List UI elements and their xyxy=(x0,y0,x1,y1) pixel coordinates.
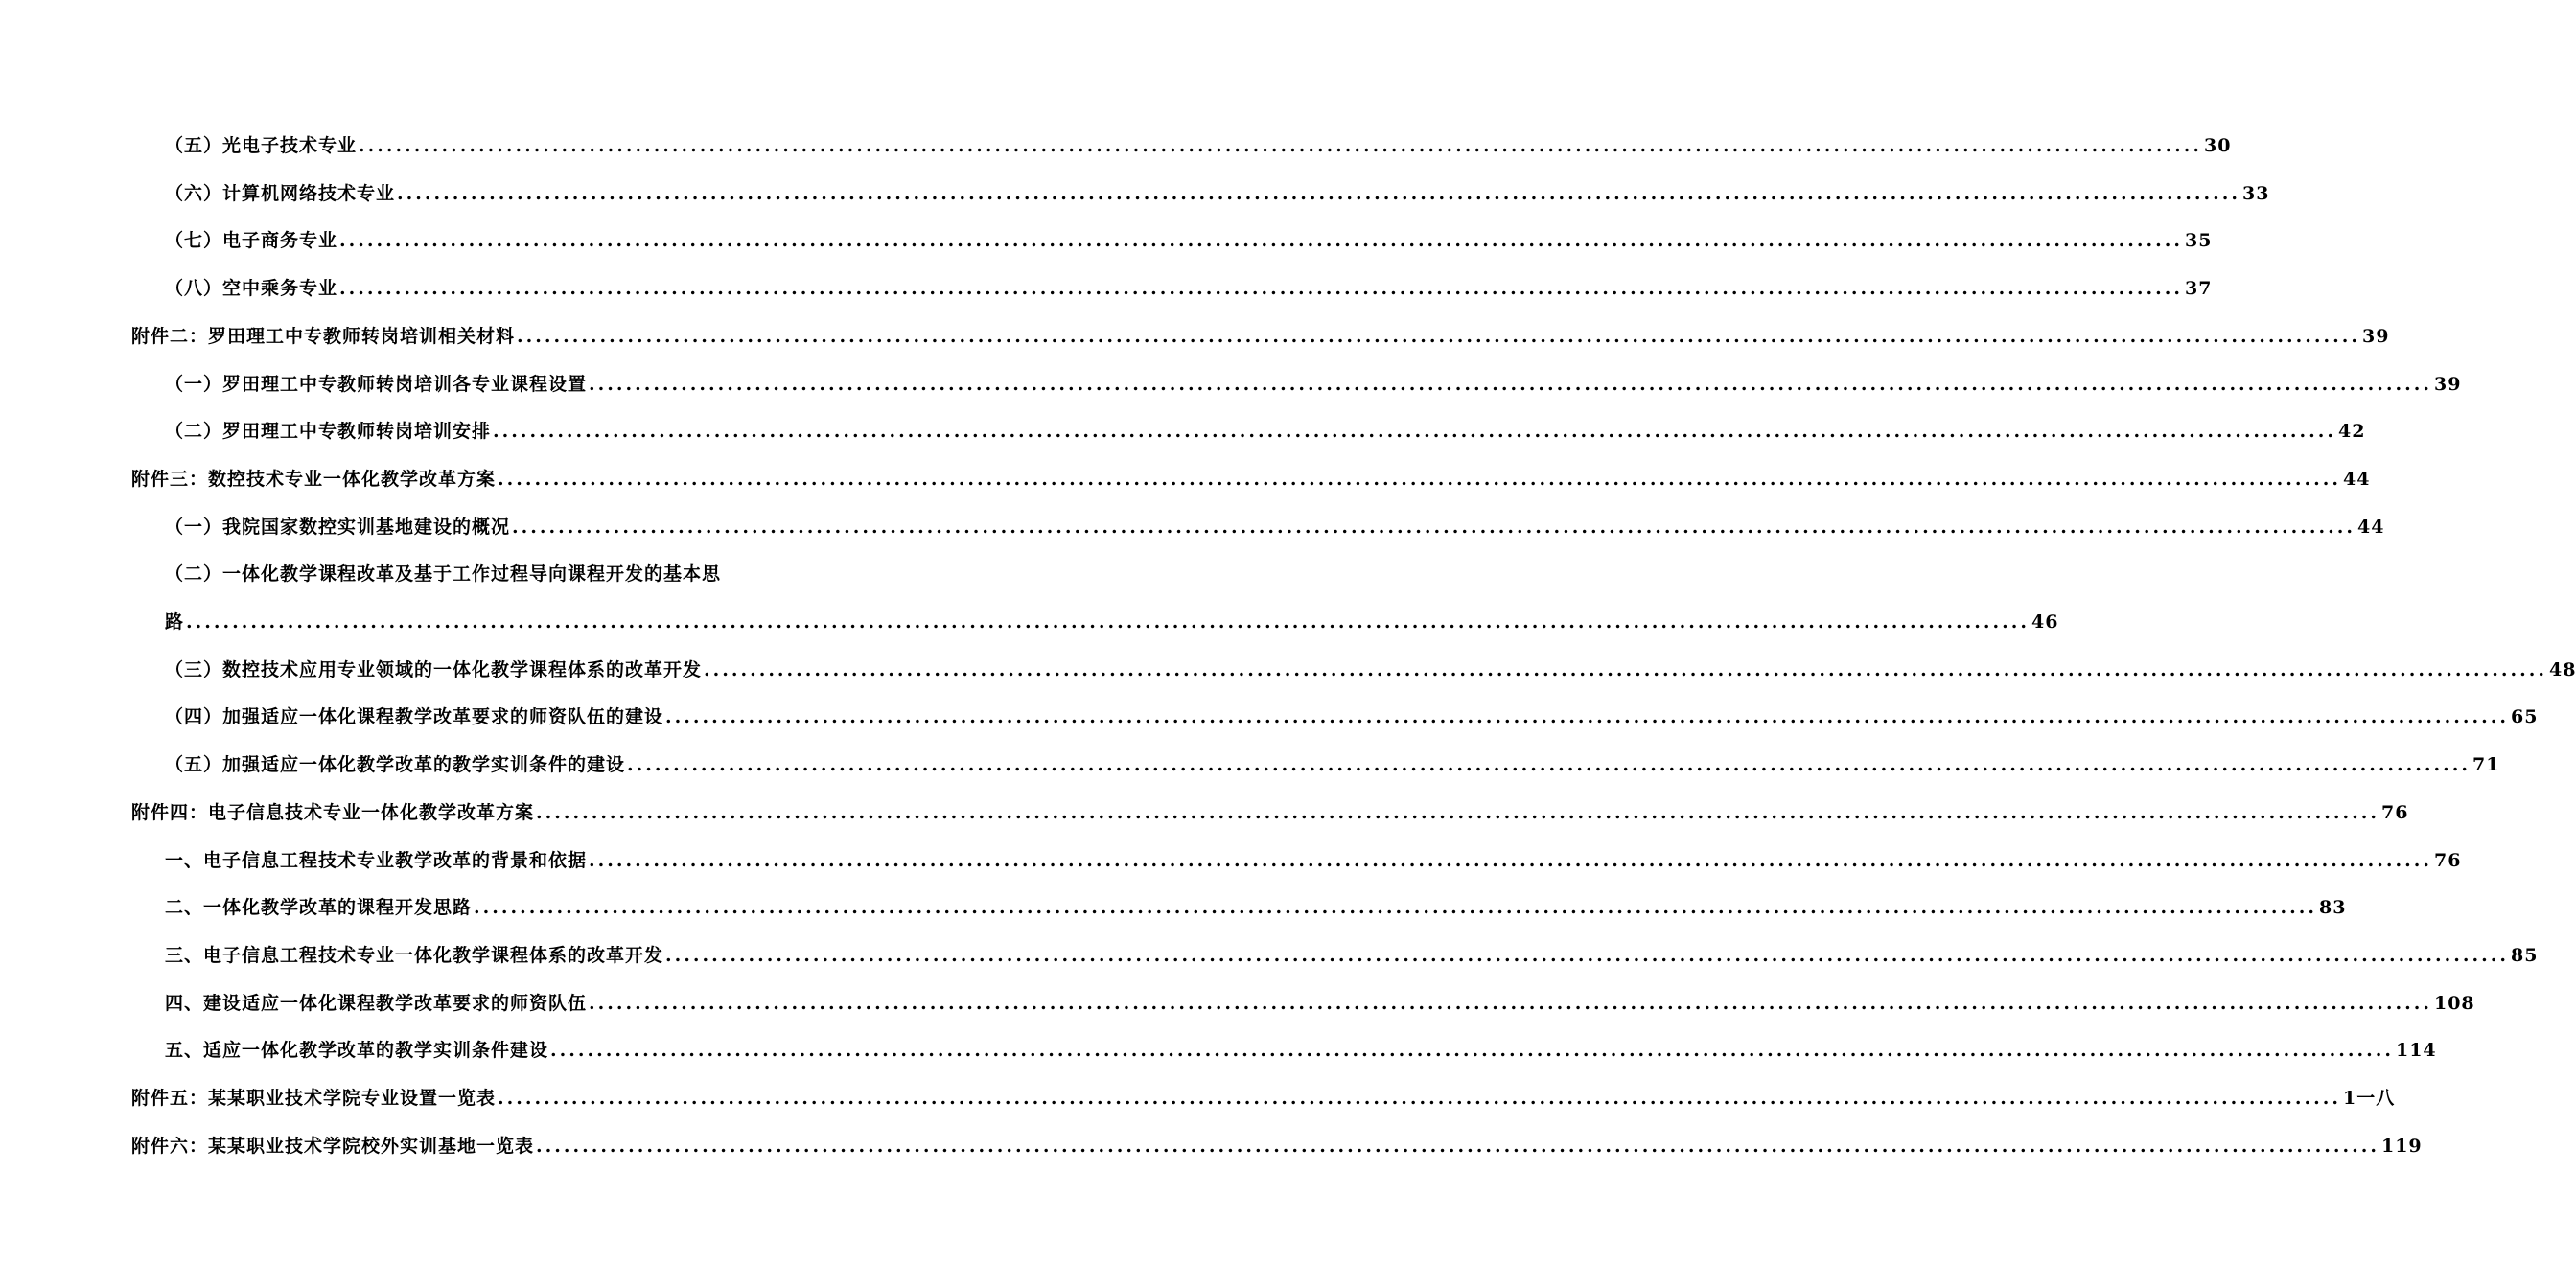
toc-dot-leader: ........................................................................................................................................................................................................ xyxy=(498,1088,2341,1109)
toc-entry[interactable] xyxy=(131,324,2390,349)
toc-dot-leader: ........................................................................................................................................................................................................ xyxy=(359,135,2202,156)
toc-entry[interactable] xyxy=(165,1038,2437,1063)
toc-dot-leader: ........................................................................................................................................................................................................ xyxy=(536,1135,2379,1157)
toc-entry[interactable] xyxy=(131,800,2409,825)
toc-dot-leader: ........................................................................................................................................................................................................ xyxy=(665,706,2509,728)
toc-entry-title: 四、建设适应一体化课程教学改革要求的师资队伍 xyxy=(165,992,588,1014)
toc-dot-leader: ........................................................................................................................................................................................................ xyxy=(498,468,2341,490)
toc-entry-continuation: 路 xyxy=(165,611,185,632)
toc-entry[interactable] xyxy=(165,704,2539,729)
toc-entry-title: （六）计算机网络技术专业 xyxy=(165,182,396,204)
toc-entry[interactable] xyxy=(165,181,2270,206)
toc-entry[interactable] xyxy=(165,991,2475,1016)
toc-page-number: 46 xyxy=(2031,611,2059,632)
toc-entry[interactable] xyxy=(131,1134,2423,1159)
toc-entry[interactable] xyxy=(165,895,2347,920)
toc-dot-leader: ........................................................................................................................................................................................................ xyxy=(339,230,2183,252)
toc-page-number: 108 xyxy=(2433,992,2475,1014)
toc-page-number: 83 xyxy=(2318,897,2347,919)
toc-page-number: 71 xyxy=(2472,754,2500,776)
toc-page-number: 42 xyxy=(2337,421,2366,443)
toc-page-number: 65 xyxy=(2510,706,2539,728)
toc-dot-leader: ........................................................................................................................................................................................................ xyxy=(397,182,2240,204)
toc-entry[interactable] xyxy=(131,467,2371,492)
toc-entry-title: 五、适应一体化教学改革的教学实训条件建设 xyxy=(165,1040,549,1062)
toc-entry[interactable] xyxy=(165,372,2462,397)
toc-page-number: 76 xyxy=(2380,801,2409,823)
toc-page-number: 30 xyxy=(2203,135,2232,156)
toc-entry-title: （二）一体化教学课程改革及基于工作过程导向课程开发的基本思 xyxy=(165,564,722,586)
toc-dot-leader: ........................................................................................................................................................................................................ xyxy=(186,611,2030,632)
toc-page-number: 48 xyxy=(2548,658,2576,680)
toc-page-number: 44 xyxy=(2356,516,2385,538)
toc-entry[interactable] xyxy=(165,752,2500,777)
toc-dot-leader: ........................................................................................................................................................................................................ xyxy=(589,373,2432,395)
toc-dot-leader: ........................................................................................................................................................................................................ xyxy=(493,421,2336,443)
toc-page-number: 37 xyxy=(2184,278,2213,300)
toc-entry[interactable] xyxy=(165,848,2462,873)
toc-page-number: 35 xyxy=(2184,230,2213,252)
toc-entry[interactable] xyxy=(131,1086,2396,1111)
toc-entry-title: （一）罗田理工中专教师转岗培训各专业课程设置 xyxy=(165,373,588,395)
toc-page-number: 39 xyxy=(2361,325,2390,347)
toc-dot-leader: ........................................................................................................................................................................................................ xyxy=(665,944,2509,966)
toc-entry[interactable] xyxy=(165,943,2539,968)
toc-dot-leader: ........................................................................................................................................................................................................ xyxy=(589,992,2432,1014)
toc-dot-leader: ........................................................................................................................................................................................................ xyxy=(536,801,2379,823)
toc-dot-leader: ........................................................................................................................................................................................................ xyxy=(550,1040,2394,1062)
toc-page-number: 39 xyxy=(2433,373,2462,395)
toc-dot-leader: ........................................................................................................................................................................................................ xyxy=(512,516,2356,538)
toc-page-number: 44 xyxy=(2342,468,2371,490)
toc-entry[interactable] xyxy=(165,515,2385,540)
toc-entry-title: （七）电子商务专业 xyxy=(165,230,338,252)
toc-entry-title: 附件四：电子信息技术专业一体化教学改革方案 xyxy=(131,801,535,823)
toc-entry-title: 附件三：数控技术专业一体化教学改革方案 xyxy=(131,468,497,490)
toc-entry-title: 三、电子信息工程技术专业一体化教学课程体系的改革开发 xyxy=(165,944,664,966)
toc-page-number: 119 xyxy=(2380,1135,2423,1157)
toc-entry[interactable] xyxy=(165,419,2366,444)
toc-entry-title: （八）空中乘务专业 xyxy=(165,278,338,300)
toc-dot-leader: ........................................................................................................................................................................................................ xyxy=(627,754,2471,776)
toc-entry[interactable] xyxy=(165,133,2232,158)
toc-entry-title: （一）我院国家数控实训基地建设的概况 xyxy=(165,516,511,538)
toc-entry-title: （五）加强适应一体化教学改革的教学实训条件的建设 xyxy=(165,754,626,776)
toc-entry-title: （三）数控技术应用专业领域的一体化教学课程体系的改革开发 xyxy=(165,658,703,680)
toc-dot-leader: ........................................................................................................................................................................................................ xyxy=(589,849,2432,871)
toc-dot-leader: ........................................................................................................................................................................................................ xyxy=(704,658,2547,680)
toc-entry-title: （四）加强适应一体化课程教学改革要求的师资队伍的建设 xyxy=(165,706,664,728)
toc-entry-title: （五）光电子技术专业 xyxy=(165,135,358,156)
toc-dot-leader: ........................................................................................................................................................................................................ xyxy=(474,897,2317,919)
toc-page-number: 85 xyxy=(2510,944,2539,966)
toc-entry-title: 附件六：某某职业技术学院校外实训基地一览表 xyxy=(131,1135,535,1157)
toc-page-number: 114 xyxy=(2395,1040,2437,1062)
toc-page-number: 76 xyxy=(2433,849,2462,871)
toc-entry-title: 二、一体化教学改革的课程开发思路 xyxy=(165,897,473,919)
toc-entry[interactable] xyxy=(165,276,2213,301)
toc-entry-title: 附件二：罗田理工中专教师转岗培训相关材料 xyxy=(131,325,516,347)
toc-entry-title: 附件五：某某职业技术学院专业设置一览表 xyxy=(131,1088,497,1109)
toc-page-number: 1一八 xyxy=(2342,1088,2396,1109)
toc-dot-leader: ........................................................................................................................................................................................................ xyxy=(517,325,2360,347)
toc-dot-leader: ........................................................................................................................................................................................................ xyxy=(339,278,2183,300)
toc-entry[interactable] xyxy=(165,657,2576,682)
toc-page-number: 33 xyxy=(2241,182,2270,204)
toc-entry-title: 一、电子信息工程技术专业教学改革的背景和依据 xyxy=(165,849,588,871)
toc-entry[interactable] xyxy=(165,228,2213,253)
toc-entry-title: （二）罗田理工中专教师转岗培训安排 xyxy=(165,421,492,443)
toc-entry[interactable] xyxy=(165,610,2059,634)
